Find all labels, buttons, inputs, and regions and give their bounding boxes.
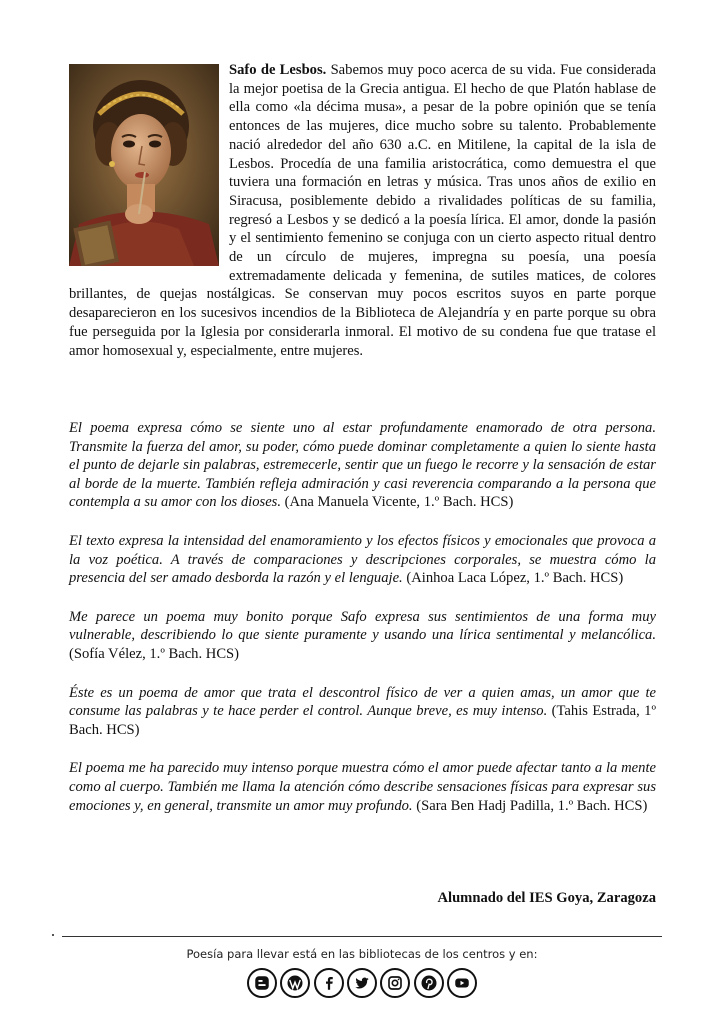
intro-paragraph bbox=[69, 61, 656, 360]
twitter-icon[interactable] bbox=[347, 968, 377, 998]
comment-3 bbox=[69, 608, 656, 664]
comment-4 bbox=[69, 684, 656, 740]
comment-1 bbox=[69, 419, 656, 512]
author-name: Safo de Lesbos. bbox=[229, 62, 327, 78]
comment-text: El poema expresa cómo se siente uno al estar profundamente enamorado de otra persona. Transmite la fuerza del amor, su poder, cómo puede dominar completamente a quien lo siente hasta el punto de dejarle sin palabras, estremecerle, sentir que un fuego le recorre y la sensación de estar al borde de la muerte. También refleja admiración y casi reverencia comparando a la persona que contempla a su amor con los dioses. bbox=[69, 420, 656, 511]
footer-divider bbox=[62, 936, 662, 937]
comment-text: El texto expresa la intensidad del enamoramiento y los efectos físicos y emocionales que provoca a la voz poética. A través de comparaciones y descripciones corporales, se muestra cómo la presencia del ser amado desborda la razón y el lenguaje. bbox=[69, 532, 656, 587]
comment-author: (Ana Manuela Vicente, 1.º Bach. HCS) bbox=[281, 494, 514, 511]
comment-text: Éste es un poema de amor que trata el descontrol físico de ver a quien amas, un amor que te consume las palabras y te hace perder el control. Aunque breve, es muy intenso. bbox=[69, 684, 656, 720]
comment-text: Me parece un poema muy bonito porque Safo expresa sus sentimientos de una forma muy vulnerable, describiendo lo que siente puramente y usando una lírica sentimental y melancólica. bbox=[69, 608, 656, 644]
wordpress-icon[interactable] bbox=[280, 968, 310, 998]
page-dot bbox=[52, 934, 54, 936]
instagram-icon[interactable] bbox=[380, 968, 410, 998]
portrait-drawing bbox=[69, 64, 219, 266]
comment-text: El poema me ha parecido muy intenso porque muestra cómo el amor puede afectar tanto a la mente como al cuerpo. También me llama la atención cómo describe sensaciones físicas para expresar sus emociones y, en general, transmite un amor muy profundo. bbox=[69, 760, 656, 814]
youtube-icon[interactable] bbox=[447, 968, 477, 998]
footer-text: Poesía para llevar está en las bibliotecas de los centros y en: bbox=[186, 947, 538, 961]
sappho-portrait-image bbox=[69, 64, 219, 266]
student-comments bbox=[69, 419, 656, 835]
comment-author: (Sara Ben Hadj Padilla, 1.º Bach. HCS) bbox=[412, 797, 648, 814]
comment-author: (Sofía Vélez, 1.º Bach. HCS) bbox=[69, 645, 240, 662]
comment-5 bbox=[69, 759, 656, 815]
social-icons bbox=[247, 966, 477, 1000]
credit-line: Alumnado del IES Goya, Zaragoza bbox=[437, 890, 656, 906]
facebook-icon[interactable] bbox=[314, 968, 344, 998]
comment-2 bbox=[69, 532, 656, 588]
comment-author: (Tahis Estrada, 1º Bach. HCS) bbox=[69, 703, 656, 738]
pinterest-icon[interactable] bbox=[414, 968, 444, 998]
comment-author: (Ainhoa Laca López, 1.º Bach. HCS) bbox=[402, 570, 624, 587]
blogger-icon[interactable] bbox=[247, 968, 277, 998]
intro-text: Sabemos muy poco acerca de su vida. Fue considerada la mejor poetisa de la Grecia antigua. El hecho de que Platón hablase de ella como «la décima musa», a pesar de la pobre opinión que se tenía entonces de las mujeres, dice mucho sobre su talento. Probablemente nació alrededor del año 630 a.C. en Mitilene, la capital de la isla de Lesbos. Procedía de una familia aristocrática, como demuestra el que tuviera una formación en letras y música. Tras unos años de exilio en Siracusa, posiblemente debido a rivalidades políticas de su familia, regresó a Lesbos y se dedicó a la poesía lírica. El amor, donde la pasión y el sentimiento femenino se conjuga con un cierto aspecto ritual dentro de un círculo de mujeres, impregna su poesía, una poesía extremadamente delicada y femenina, de sutiles matices, de colores brillantes, de quejas nostálgicas. Se conservan muy pocos escritos suyos en parte porque desaparecieron en los sucesivos incendios de la Biblioteca de Alejandría y en parte porque su obra fue perseguida por la Iglesia por considerarla inmoral. El motivo de su condena fue que tratase el amor homosexual y, especialmente, entre mujeres. bbox=[69, 62, 656, 359]
